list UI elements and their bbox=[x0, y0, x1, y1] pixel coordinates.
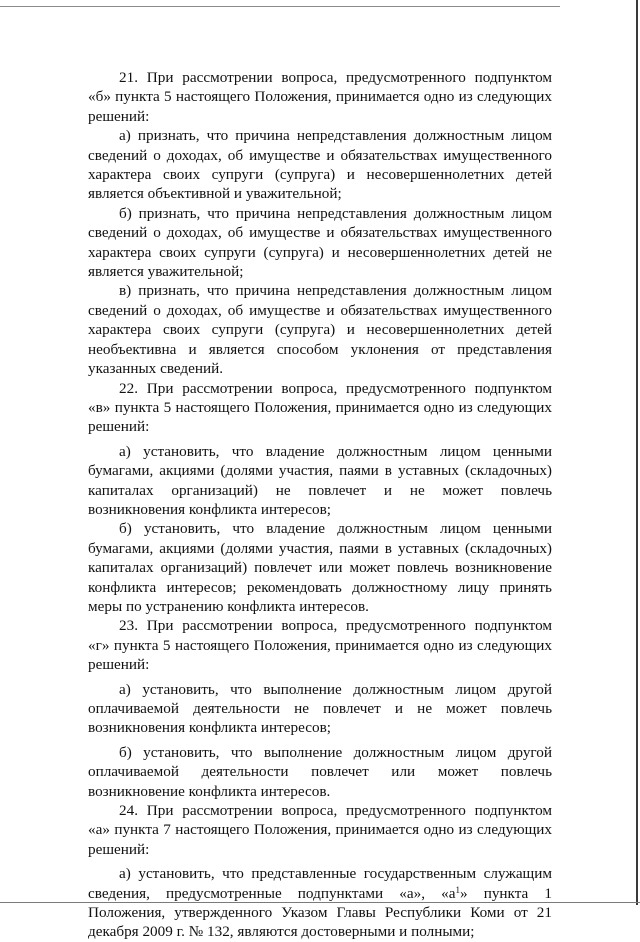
paragraph-21-b: б) признать, что причина непредставления должностным лицом сведений о доходах, об имуществе и обязательствах имущественного характера своих супруги (супруга) и несовершеннолетних детей не является уважительной; bbox=[88, 204, 552, 281]
document-page bbox=[88, 68, 552, 942]
paragraph-24: 24. При рассмотрении вопроса, предусмотренного подпунктом «а» пункта 7 настоящего Положения, принимается одно из следующих решений: bbox=[88, 802, 552, 858]
paragraph-23: 23. При рассмотрении вопроса, предусмотренного подпунктом «г» пункта 5 настоящего Положения, принимается одно из следующих решений: bbox=[88, 617, 552, 674]
superscript-one: 1 bbox=[455, 884, 460, 895]
paragraph-24-a-end: » пункта 1 Положения, утвержденного Указом Главы Республики Коми от 21 декабря 2009 г. № 132, являются достоверными и полными; bbox=[88, 884, 552, 941]
paragraph-22: 22. При рассмотрении вопроса, предусмотренного подпунктом «в» пункта 5 настоящего Положения, принимается одно из следующих решений: bbox=[88, 379, 552, 436]
paragraph-22-a: а) установить, что владение должностным лицом ценными бумагами, акциями (долями участия, паями в уставных (складочных) капиталах организаций) не повлечет и не может повлечь возникновения конфликта интересов; bbox=[88, 442, 552, 518]
paragraph-21: 21. При рассмотрении вопроса, предусмотренного подпунктом «б» пункта 5 настоящего Положения, принимается одно из следующих решений: bbox=[88, 69, 552, 125]
paragraph-21-v: в) признать, что причина непредставления должностным лицом сведений о доходах, об имуществе и обязательствах имущественного характера своих супруги (супруга) и несовершеннолетних детей необъективна и является способом уклонения от представления указанных сведений. bbox=[88, 282, 552, 378]
right-scan-edge bbox=[636, 0, 638, 905]
paragraph-24-a bbox=[88, 864, 552, 942]
paragraph-21-a: а) признать, что причина непредставления должностным лицом сведений о доходах, об имуществе и обязательствах имущественного характера своих супруги (супруга) и несовершеннолетних детей является объективной и уважительной; bbox=[88, 127, 552, 203]
paragraph-23-b: б) установить, что выполнение должностным лицом другой оплачиваемой деятельности повлечет или может повлечь возникновение конфликта интересов. bbox=[88, 743, 552, 800]
top-scan-rule bbox=[0, 6, 560, 7]
paragraph-22-b: б) установить, что владение должностным лицом ценными бумагами, акциями (долями участия, паями в уставных (складочных) капиталах организаций) повлечет или может повлечь возникновение конфликта интересов; рекомендовать должностному лицу принять меры по устранению конфликта интересов. bbox=[88, 520, 552, 615]
paragraph-24-a-start: а) установить, что представленные государственным служащим сведения, предусмотренные подпунктами «а», «а bbox=[88, 865, 552, 902]
paragraph-23-a: а) установить, что выполнение должностным лицом другой оплачиваемой деятельности не повлечет и не может повлечь возникновения конфликта интересов; bbox=[88, 680, 552, 737]
